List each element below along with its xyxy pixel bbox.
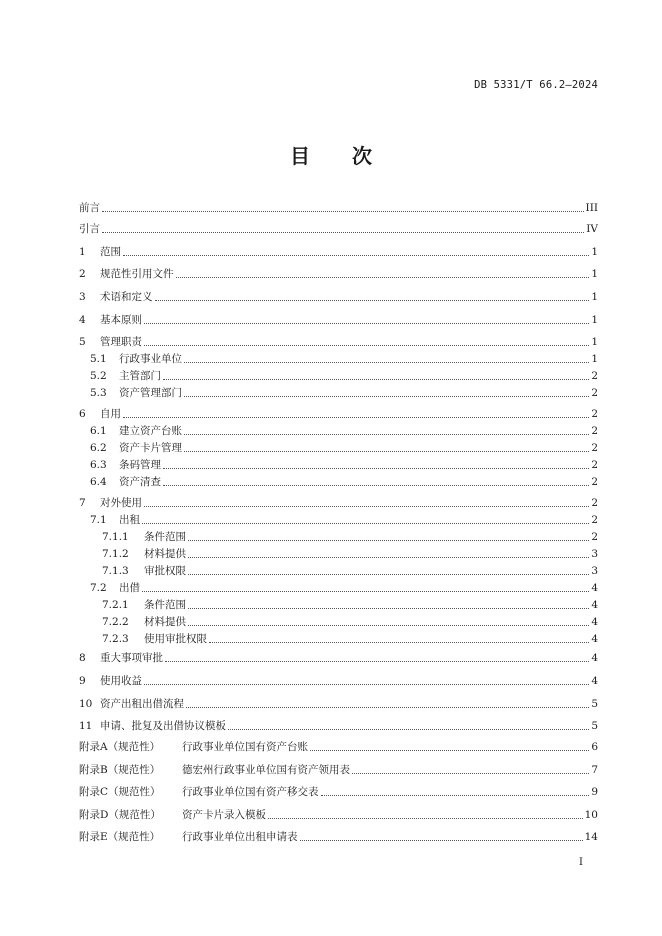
toc-entry-label: 出租: [119, 514, 140, 526]
toc-entry-number: 7.2.2: [102, 616, 129, 628]
toc-entry-page: 4: [591, 675, 598, 687]
toc-leader-dots: [165, 650, 589, 662]
toc-entry-label: 对外使用: [100, 497, 142, 509]
toc-entry-number: 6.4: [90, 476, 107, 488]
toc-entry-label: 资产出租出借流程: [100, 698, 184, 710]
toc-leader-dots: [209, 631, 589, 643]
toc-leader-dots: [300, 829, 583, 841]
toc-entry-page: 4: [591, 582, 598, 594]
toc-entry[interactable]: [79, 739, 598, 755]
toc-leader-dots: [144, 673, 589, 685]
toc-entry-number: 8: [79, 652, 86, 664]
toc-leader-dots: [176, 266, 590, 278]
toc-entry-label: 资产清查: [119, 476, 161, 488]
toc-leader-dots: [188, 546, 589, 558]
toc-leader-dots: [123, 406, 589, 418]
toc-entry-number: 附录A（规范性）: [79, 741, 161, 753]
toc-entry[interactable]: [79, 440, 598, 456]
toc-entry-page: 14: [584, 831, 598, 843]
title-char-1: 目: [290, 144, 310, 168]
toc-entry-page: 2: [591, 497, 598, 509]
toc-entry-number: 7.1: [90, 514, 107, 526]
toc-entry-page: 5: [591, 698, 598, 710]
toc-entry-number: 7: [79, 497, 86, 509]
toc-leader-dots: [142, 512, 589, 524]
toc-entry-label: 使用收益: [100, 675, 142, 687]
toc-entry-number: 7.1.3: [102, 565, 129, 577]
toc-leader-dots: [184, 385, 589, 397]
toc-entry-page: III: [585, 202, 598, 214]
toc-entry-label: 申请、批复及出借协议模板: [100, 720, 226, 732]
toc-entry-page: 2: [591, 370, 598, 382]
toc-entry-number: 5: [79, 336, 86, 348]
toc-leader-dots: [144, 495, 589, 507]
toc-entry-page: 1: [591, 314, 598, 326]
toc-leader-dots: [144, 312, 589, 324]
toc-leader-dots: [142, 580, 589, 592]
toc-entry-page: IV: [586, 223, 598, 235]
toc-entry-label: 前言: [79, 202, 100, 214]
toc-entry-page: 4: [591, 633, 598, 645]
toc-entry-label: 引言: [79, 223, 100, 235]
toc-entry-page: 2: [591, 408, 598, 420]
toc-entry-number: 5.3: [90, 387, 107, 399]
toc-leader-dots: [123, 244, 589, 256]
toc-entry-number: 4: [79, 314, 86, 326]
toc-entry-page: 4: [591, 599, 598, 611]
toc-entry-label: 行政事业单位: [119, 353, 182, 365]
toc-entry-label: 行政事业单位出租申请表: [182, 831, 298, 843]
toc-entry[interactable]: [79, 784, 598, 800]
toc-leader-dots: [155, 289, 590, 301]
toc-entry-number: 附录C（规范性）: [79, 786, 161, 798]
toc-entry-page: 1: [591, 353, 598, 365]
toc-entry[interactable]: [79, 351, 598, 367]
toc-entry-page: 2: [591, 425, 598, 437]
toc-entry-label: 重大事项审批: [100, 652, 163, 664]
toc-entry-page: 1: [591, 336, 598, 348]
toc-entry-number: 5.2: [90, 370, 107, 382]
toc-leader-dots: [310, 739, 589, 751]
toc-entry-number: 6.2: [90, 442, 107, 454]
toc-entry-number: 7.1.2: [102, 548, 129, 560]
toc-entry-label: 条件范围: [144, 599, 186, 611]
toc-entry[interactable]: [79, 495, 598, 511]
toc-leader-dots: [163, 368, 589, 380]
toc-entry-number: 6.1: [90, 425, 107, 437]
toc-entry[interactable]: [79, 614, 598, 630]
toc-entry-number: 10: [79, 698, 93, 710]
toc-entry[interactable]: [79, 289, 598, 305]
toc-entry[interactable]: [79, 368, 598, 384]
toc-entry-page: 2: [591, 459, 598, 471]
toc-leader-dots: [184, 423, 589, 435]
toc-entry-label: 规范性引用文件: [100, 268, 174, 280]
toc-entry[interactable]: [79, 650, 598, 666]
toc-entry-page: 2: [591, 442, 598, 454]
toc-entry-page: 4: [591, 652, 598, 664]
toc-entry-number: 9: [79, 675, 86, 687]
toc-leader-dots: [188, 614, 589, 626]
toc-entry-label: 德宏州行政事业单位国有资产领用表: [182, 764, 350, 776]
toc-entry-number: 附录B（规范性）: [79, 764, 161, 776]
toc-entry-number: 7.2: [90, 582, 107, 594]
toc-entry-label: 范围: [100, 246, 121, 258]
toc-entry-page: 2: [591, 531, 598, 543]
toc-leader-dots: [188, 597, 589, 609]
toc-entry-page: 6: [591, 741, 598, 753]
toc-leader-dots: [184, 351, 589, 363]
toc-entry[interactable]: [79, 529, 598, 545]
toc-entry[interactable]: [79, 457, 598, 473]
toc-leader-dots: [102, 200, 584, 212]
toc-entry[interactable]: [79, 512, 598, 528]
toc-entry-label: 条码管理: [119, 459, 161, 471]
toc-entry-page: 1: [591, 268, 598, 280]
toc-entry-label: 出借: [119, 582, 140, 594]
standard-code: DB 5331/T 66.2—2024: [474, 79, 598, 91]
toc-leader-dots: [188, 529, 589, 541]
toc-leader-dots: [228, 718, 589, 730]
toc-entry-number: 附录D（规范性）: [79, 809, 161, 821]
toc-leader-dots: [163, 474, 589, 486]
toc-entry-label: 资产管理部门: [119, 387, 182, 399]
toc-leader-dots: [352, 762, 589, 774]
toc-entry-label: 建立资产台账: [119, 425, 182, 437]
toc-entry[interactable]: [79, 580, 598, 596]
toc-entry[interactable]: [79, 385, 598, 401]
toc-entry[interactable]: [79, 546, 598, 562]
page-number: I: [579, 857, 583, 868]
toc-entry-number: 附录E（规范性）: [79, 831, 161, 843]
toc-entry-number: 6: [79, 408, 86, 420]
toc-leader-dots: [321, 784, 590, 796]
toc-entry-label: 行政事业单位国有资产台账: [182, 741, 308, 753]
toc-entry[interactable]: [79, 244, 598, 260]
toc-leader-dots: [144, 334, 589, 346]
toc-entry-page: 4: [591, 616, 598, 628]
toc-entry-label: 资产卡片管理: [119, 442, 182, 454]
toc-entry-page: 1: [591, 291, 598, 303]
toc-leader-dots: [102, 221, 584, 233]
toc-leader-dots: [184, 440, 589, 452]
toc-entry-page: 3: [591, 548, 598, 560]
toc-entry-label: 材料提供: [144, 616, 186, 628]
toc-entry-page: 5: [591, 720, 598, 732]
toc-entry-number: 7.1.1: [102, 531, 129, 543]
toc-entry-label: 术语和定义: [100, 291, 153, 303]
toc-entry[interactable]: [79, 696, 598, 712]
toc-entry-label: 自用: [100, 408, 121, 420]
toc-entry[interactable]: [79, 266, 598, 282]
toc-entry[interactable]: [79, 829, 598, 845]
toc-entry[interactable]: [79, 807, 598, 823]
toc-leader-dots: [163, 457, 589, 469]
toc-entry[interactable]: [79, 406, 598, 422]
toc-entry-label: 主管部门: [119, 370, 161, 382]
toc-entry[interactable]: [79, 718, 598, 734]
toc-entry[interactable]: [79, 673, 598, 689]
toc-entry[interactable]: [79, 334, 598, 350]
page-title: [0, 140, 662, 169]
toc-entry[interactable]: [79, 200, 598, 216]
toc-entry[interactable]: [79, 221, 598, 237]
toc-leader-dots: [188, 563, 589, 575]
toc-entry[interactable]: [79, 423, 598, 439]
toc-entry-label: 管理职责: [100, 336, 142, 348]
toc-entry-number: 3: [79, 291, 86, 303]
toc-entry-label: 材料提供: [144, 548, 186, 560]
toc-entry-number: 5.1: [90, 353, 107, 365]
toc-entry[interactable]: [79, 312, 598, 328]
toc-entry-page: 2: [591, 514, 598, 526]
toc-entry-page: 1: [591, 246, 598, 258]
toc-entry-label: 条件范围: [144, 531, 186, 543]
toc-entry-page: 9: [591, 786, 598, 798]
toc-entry-page: 2: [591, 387, 598, 399]
toc-entry[interactable]: [79, 762, 598, 778]
title-char-2: 次: [352, 144, 372, 168]
toc-entry-number: 7.2.3: [102, 633, 129, 645]
toc-entry-page: 3: [591, 565, 598, 577]
toc-entry-label: 审批权限: [144, 565, 186, 577]
toc-entry[interactable]: [79, 474, 598, 490]
toc-entry-label: 使用审批权限: [144, 633, 207, 645]
toc-entry[interactable]: [79, 597, 598, 613]
toc-entry[interactable]: [79, 631, 598, 647]
toc-entry-number: 2: [79, 268, 86, 280]
toc-entry-label: 行政事业单位国有资产移交表: [182, 786, 319, 798]
toc-entry-page: 2: [591, 476, 598, 488]
toc-entry-number: 6.3: [90, 459, 107, 471]
toc-entry-label: 基本原则: [100, 314, 142, 326]
toc-entry-number: 7.2.1: [102, 599, 129, 611]
toc-entry-page: 10: [584, 809, 598, 821]
toc-entry-number: 1: [79, 246, 86, 258]
toc-entry-page: 7: [591, 764, 598, 776]
toc-entry-number: 11: [79, 720, 93, 732]
toc-leader-dots: [186, 696, 589, 708]
toc-entry[interactable]: [79, 563, 598, 579]
toc-entry-label: 资产卡片录入模板: [182, 809, 266, 821]
toc-leader-dots: [268, 807, 583, 819]
